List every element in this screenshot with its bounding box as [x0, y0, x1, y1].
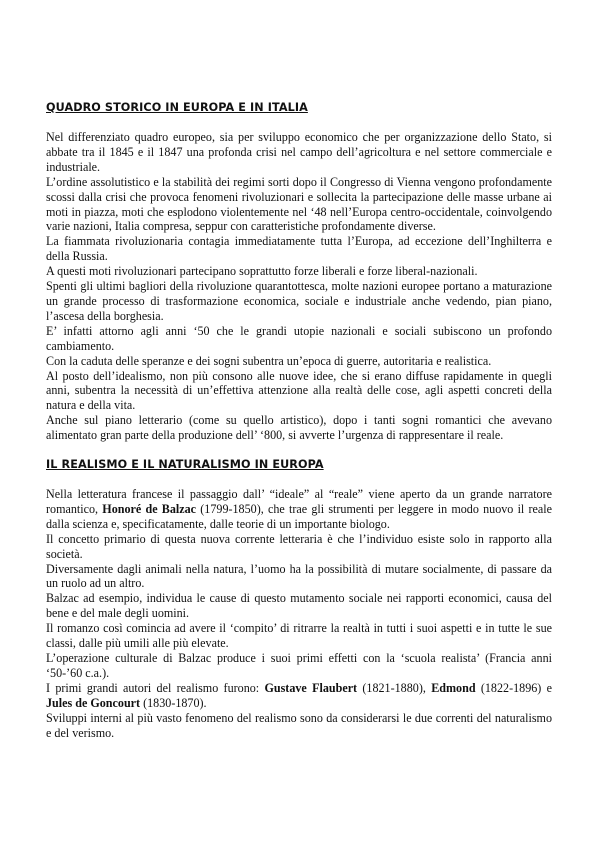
author-name-balzac: Honoré de Balzac [102, 501, 197, 516]
paragraph-text: Nella letteratura francese il passaggio dall’ “ideale” al “reale” viene aperto da un grande narratore romantico, [46, 487, 552, 516]
section-heading-realism: IL REALISMO E IL NATURALISMO IN EUROPA [46, 458, 324, 472]
paragraph: L’operazione culturale di Balzac produce i suoi primi effetti con la ‘scuola realista’ (Francia anni ‘50-’60 c.a.). [46, 651, 552, 680]
paragraph: L’ordine assolutistico e la stabilità dei regimi sorti dopo il Congresso di Vienna vengono profondamente scossi dalla crisi che provoca fenomeni rivoluzionari e sollecita la partecipazione delle masse urbane ai moti in piazza, moti che esplodono violentemente nel ‘48 nell’Europa centro-occidentale, coinvolgendo varie nazioni, Italia compresa, seppur con caratteristiche profondamente diverse. [46, 174, 552, 234]
paragraph: Nel differenziato quadro europeo, sia per sviluppo economico che per organizzazione dello Stato, si abbate tra il 1845 e il 1847 una profonda crisi nel campo dell’agricoltura e nel settore commerciale e industriale. [46, 130, 552, 174]
paragraph-text: (1799-1850), che trae gli strumenti per leggere in modo nuovo il reale dalla scienza e, specificatamente, dalle teorie di un importante biologo. [46, 501, 553, 531]
paragraph: Diversamente dagli animali nella natura, l’uomo ha la possibilità di mutare socialmente, di passare da un ruolo ad un altro. [46, 561, 552, 591]
paragraph-text: (1830-1870). [140, 695, 207, 710]
paragraph [46, 487, 552, 532]
paragraph: Il concetto primario di questa nuova corrente letteraria è che l’individuo esiste solo in rapporto alla società. [46, 531, 552, 561]
paragraph: A questi moti rivoluzionari partecipano soprattutto forze liberali e forze liberal-nazionali. [46, 264, 478, 279]
paragraph [46, 681, 552, 711]
paragraph: Anche sul piano letterario (come su quello artistico), dopo i tanti sogni romantici che avevano alimentato gran parte della produzione dell’ ‘800, si avverte l’urgenza di rappresentare il reale. [46, 413, 552, 443]
paragraph: Sviluppi interni al più vasto fenomeno del realismo sono da considerarsi le due correnti del naturalismo e del verismo. [46, 710, 552, 740]
author-name-edmond: Edmond [431, 680, 476, 695]
section-realism [46, 458, 552, 740]
paragraph-text: (1822-1896) e [475, 680, 552, 695]
paragraph: Con la caduta delle speranze e dei sogni subentra un’epoca di guerre, autoritaria e realistica. [46, 353, 492, 368]
author-name-goncourt: Jules de Goncourt [46, 695, 141, 710]
paragraph: E’ infatti attorno agli anni ‘50 che le grandi utopie nazionali e sociali subiscono un profondo cambiamento. [46, 323, 552, 353]
section-heading-historical: QUADRO STORICO IN EUROPA E IN ITALIA [46, 101, 308, 114]
paragraph: Balzac ad esempio, individua le cause di questo mutamento sociale nei rapporti economici, causa del bene e del male degli uomini. [46, 591, 552, 621]
paragraph-text: (1821-1880), [357, 680, 432, 695]
paragraph-text: I primi grandi autori del realismo furono: [46, 680, 265, 695]
paragraph: La fiammata rivoluzionaria contagia immediatamente tutta l’Europa, ad eccezione dell’Inghilterra e della Russia. [46, 234, 552, 264]
document-page [46, 101, 552, 740]
paragraph: Il romanzo così comincia ad avere il ‘compito’ di ritrarre la realtà in tutti i suoi aspetti e in tutte le sue classi, dalle più umili alle più elevate. [46, 621, 552, 651]
paragraph: Al posto dell’idealismo, non più consono alle nuove idee, che si erano diffuse rapidamente in quegli anni, subentra la necessità di un’effettiva attenzione alla realtà delle cose, agli aspetti concreti della natura e della vita. [46, 368, 552, 413]
author-name-flaubert: Gustave Flaubert [264, 680, 358, 695]
paragraph: Spenti gli ultimi bagliori della rivoluzione quarantottesca, molte nazioni europee portano a maturazione un grande processo di trasformazione economica, sociale e industriale anche vedendo, pian piano, l’ascesa della borghesia. [46, 279, 552, 323]
